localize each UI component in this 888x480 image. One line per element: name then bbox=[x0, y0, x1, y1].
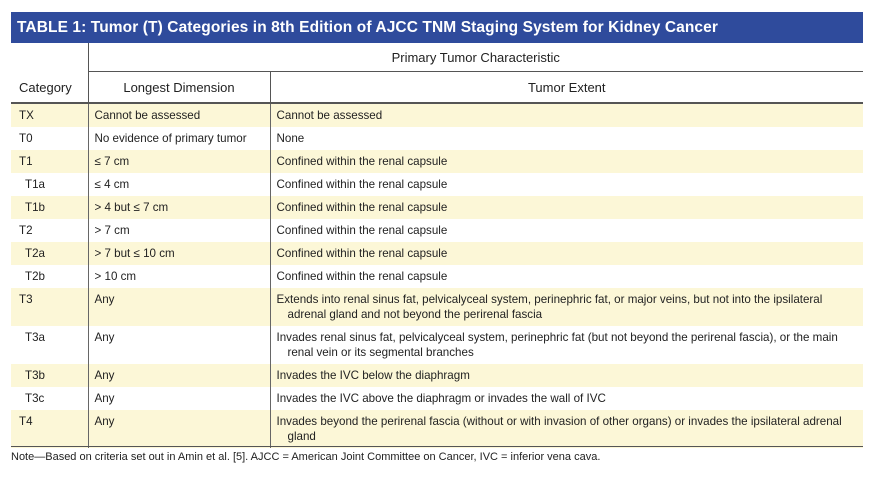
cell-tumor-extent-text: Confined within the renal capsule bbox=[276, 178, 448, 191]
cell-longest-dimension: No evidence of primary tumor bbox=[88, 127, 270, 150]
table-title: TABLE 1: Tumor (T) Categories in 8th Edition of AJCC TNM Staging System for Kidney Cancer bbox=[11, 12, 863, 43]
cell-tumor-extent-text: Confined within the renal capsule bbox=[276, 247, 448, 260]
table-row bbox=[11, 265, 863, 288]
cell-category: TX bbox=[11, 103, 88, 127]
cell-longest-dimension: Any bbox=[88, 364, 270, 387]
cell-tumor-extent bbox=[270, 196, 863, 219]
table-row bbox=[11, 326, 863, 364]
table-row bbox=[11, 150, 863, 173]
header-primary-tumor-characteristic: Primary Tumor Characteristic bbox=[88, 43, 863, 72]
cell-tumor-extent bbox=[270, 150, 863, 173]
header-longest-dimension: Longest Dimension bbox=[88, 72, 270, 104]
cell-tumor-extent-text: Confined within the renal capsule bbox=[276, 155, 448, 168]
table-row bbox=[11, 127, 863, 150]
cell-category: T3c bbox=[25, 392, 45, 405]
cell-tumor-extent-text: Invades the IVC above the diaphragm or invades the wall of IVC bbox=[276, 392, 606, 405]
cell-tumor-extent-text: Extends into renal sinus fat, pelvicalyceal system, perinephric fat, or major veins, but not into the ipsilateral adrenal gland and not beyond the perirenal fascia bbox=[276, 293, 823, 321]
table-bottom-rule bbox=[11, 446, 863, 447]
cell-category: T2 bbox=[19, 224, 33, 237]
cell-longest-dimension: > 7 cm bbox=[88, 219, 270, 242]
cell-tumor-extent-text: Confined within the renal capsule bbox=[276, 201, 448, 214]
cell-tumor-extent bbox=[270, 265, 863, 288]
cell-tumor-extent bbox=[270, 242, 863, 265]
cell-longest-dimension: > 7 but ≤ 10 cm bbox=[88, 242, 270, 265]
cell-longest-dimension: Any bbox=[88, 387, 270, 410]
cell-tumor-extent bbox=[270, 410, 863, 448]
cell-tumor-extent bbox=[270, 219, 863, 242]
cell-longest-dimension: ≤ 7 cm bbox=[88, 150, 270, 173]
cell-tumor-extent-text: None bbox=[276, 132, 305, 145]
header-category: Category bbox=[11, 43, 88, 103]
cell-tumor-extent bbox=[270, 326, 863, 364]
cell-tumor-extent bbox=[270, 364, 863, 387]
cell-tumor-extent-text: Confined within the renal capsule bbox=[276, 270, 448, 283]
cell-tumor-extent-text: Invades renal sinus fat, pelvicalyceal system, perinephric fat (but not beyond the perirenal fascia), or the main renal vein or its segmental branches bbox=[276, 331, 838, 359]
cell-tumor-extent bbox=[270, 127, 863, 150]
cell-longest-dimension: Any bbox=[88, 326, 270, 364]
cell-category: T1b bbox=[11, 196, 88, 219]
table-row bbox=[11, 196, 863, 219]
cell-longest-dimension: ≤ 4 cm bbox=[88, 173, 270, 196]
cell-longest-dimension: > 4 but ≤ 7 cm bbox=[88, 196, 270, 219]
table-row bbox=[11, 288, 863, 326]
cell-tumor-extent bbox=[270, 288, 863, 326]
cell-category: T3b bbox=[11, 364, 88, 387]
cell-longest-dimension: Cannot be assessed bbox=[88, 103, 270, 127]
cell-tumor-extent bbox=[270, 173, 863, 196]
table-row bbox=[11, 387, 863, 410]
cell-longest-dimension: > 10 cm bbox=[88, 265, 270, 288]
cell-category: T1 bbox=[11, 150, 88, 173]
cell-tumor-extent bbox=[270, 103, 863, 127]
cell-tumor-extent-text: Confined within the renal capsule bbox=[276, 224, 448, 237]
header-tumor-extent: Tumor Extent bbox=[270, 72, 863, 104]
cell-category: T1a bbox=[25, 178, 45, 191]
cell-tumor-extent-text: Cannot be assessed bbox=[276, 109, 383, 122]
table-row bbox=[11, 364, 863, 387]
table-row bbox=[11, 219, 863, 242]
cell-category: T2b bbox=[25, 270, 45, 283]
cell-tumor-extent-text: Invades the IVC below the diaphragm bbox=[276, 369, 470, 382]
cell-category: T3a bbox=[25, 331, 45, 344]
cell-tumor-extent bbox=[270, 387, 863, 410]
table-row bbox=[11, 173, 863, 196]
cell-tumor-extent-text: Invades beyond the perirenal fascia (without or with invasion of other organs) or invades the ipsilateral adrenal gland bbox=[276, 415, 842, 443]
table-note: Note—Based on criteria set out in Amin et al. [5]. AJCC = American Joint Committee on Cancer, IVC = inferior vena cava. bbox=[11, 451, 601, 463]
cell-longest-dimension: Any bbox=[88, 410, 270, 448]
cell-category: T2a bbox=[11, 242, 88, 265]
table-body bbox=[11, 103, 863, 448]
table-row bbox=[11, 410, 863, 448]
cell-longest-dimension: Any bbox=[88, 288, 270, 326]
cell-category: T4 bbox=[11, 410, 88, 448]
table-row bbox=[11, 242, 863, 265]
cell-category: T0 bbox=[19, 132, 33, 145]
cell-category: T3 bbox=[11, 288, 88, 326]
tumor-category-table bbox=[11, 43, 863, 448]
table-row bbox=[11, 103, 863, 127]
